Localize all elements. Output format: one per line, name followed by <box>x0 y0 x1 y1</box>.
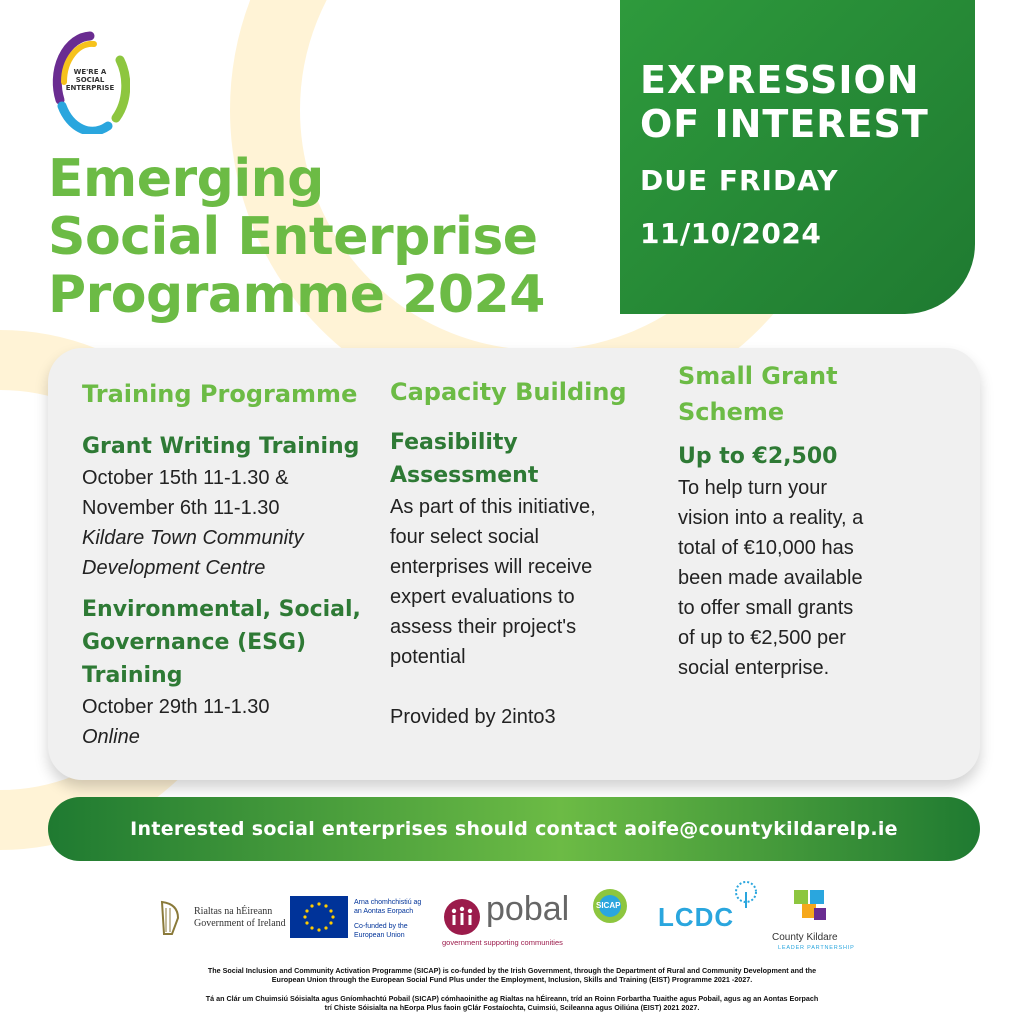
grant-writing-title: Grant Writing Training <box>82 434 360 459</box>
grant-text: To help turn your <box>678 477 827 499</box>
eu-flag-icon <box>290 896 348 938</box>
contact-banner[interactable]: Interested social enterprises should contact aoife@countykildarelp.ie <box>48 797 980 861</box>
grant-column <box>678 358 908 683</box>
logo-text: WE'RE A SOCIAL ENTERPRISE <box>65 68 115 92</box>
due-label: DUE FRIDAY <box>640 164 839 197</box>
esg-venue: Online <box>82 726 140 748</box>
capacity-text: As part of this initiative, <box>390 496 596 518</box>
grant-writing-venue: Kildare Town Community <box>82 527 304 549</box>
grant-amount: Up to €2,500 <box>678 444 838 469</box>
page-title <box>48 150 618 324</box>
sicap-label: SICAP <box>596 901 621 910</box>
funder-logos <box>150 876 860 958</box>
pobal-tagline: government supporting communities <box>442 938 563 947</box>
grant-writing-venue: Development Centre <box>82 557 266 579</box>
gov-ireland-irish: Rialtas na hÉireann <box>194 906 273 917</box>
expression-of-interest-box <box>620 0 975 314</box>
grant-text: vision into a reality, a <box>678 507 864 529</box>
capacity-text: enterprises will receive <box>390 556 593 578</box>
capacity-text: expert evaluations to <box>390 586 575 608</box>
grant-text: of up to €2,500 per <box>678 627 846 649</box>
grant-text: to offer small grants <box>678 597 854 619</box>
kildare-wordmark: County Kildare <box>772 932 838 943</box>
capacity-column <box>390 374 640 732</box>
feasibility-title: Feasibility <box>390 430 518 455</box>
eoi-line: OF INTEREST <box>640 102 929 146</box>
training-column <box>82 376 372 752</box>
kildare-logo-icon <box>788 884 832 928</box>
grant-heading: Scheme <box>678 398 785 426</box>
title-line: Programme 2024 <box>48 265 545 325</box>
eu-cofunded-text: Arna chomhchistiú ag an Aontas Eorpach Co-funded by the European Union <box>354 899 422 939</box>
eoi-line: EXPRESSION <box>640 58 920 102</box>
training-heading: Training Programme <box>82 380 358 408</box>
esg-title: Governance (ESG) <box>82 630 307 655</box>
footer-irish: Tá an Clár um Chuimsiú Sóisialta agus Gníomhachtú Pobail (SICAP) cómhaoinithe ag Rialtas na hÉireann, tríd an Roinn Forbartha Tuaithe agus Pobail, agus ag an Aontas Eorpach trí Chiste Sóisialta na hEorpa Plus faoin gClár Fostaíochta, Cuimsiú, Scileanna agus Oiliúna (EIST) 2021 2027. <box>205 994 819 1012</box>
capacity-text: four select social <box>390 526 539 548</box>
esg-title: Environmental, Social, <box>82 597 361 622</box>
feasibility-title: Assessment <box>390 463 539 488</box>
kildare-tagline: LEADER PARTNERSHIP <box>778 945 855 951</box>
grant-writing-dates: October 15th 11-1.30 & <box>82 467 289 489</box>
grant-heading: Small Grant <box>678 362 838 390</box>
harp-icon <box>158 900 182 936</box>
esg-title: Training <box>82 663 183 688</box>
grant-text: been made available <box>678 567 863 589</box>
grant-writing-dates: November 6th 11-1.30 <box>82 497 280 519</box>
lcdc-wordmark: LCDC <box>658 902 735 932</box>
grant-text: total of €10,000 has <box>678 537 854 559</box>
capacity-heading: Capacity Building <box>390 378 627 406</box>
footer-english: The Social Inclusion and Community Activation Programme (SICAP) is co-funded by the Irish Government, through the Department of Rural and Community Development and the European Union through the European Social Fund Plus under the Employment, Inclusion, Skills and Training (EIST) Programme 2021 -2027. <box>207 966 817 984</box>
gov-ireland-english: Government of Ireland <box>194 918 286 929</box>
due-date: 11/10/2024 <box>640 217 822 250</box>
lcdc-tree-icon <box>732 880 760 908</box>
capacity-text: potential <box>390 646 466 668</box>
pobal-wordmark: pobal <box>486 890 570 928</box>
pobal-icon <box>442 898 482 936</box>
title-line: Emerging <box>48 149 324 209</box>
grant-text: social enterprise. <box>678 657 830 679</box>
capacity-text: assess their project's <box>390 616 577 638</box>
provided-by: Provided by 2into3 <box>390 706 556 728</box>
title-line: Social Enterprise <box>48 207 538 267</box>
esg-date: October 29th 11-1.30 <box>82 696 270 718</box>
